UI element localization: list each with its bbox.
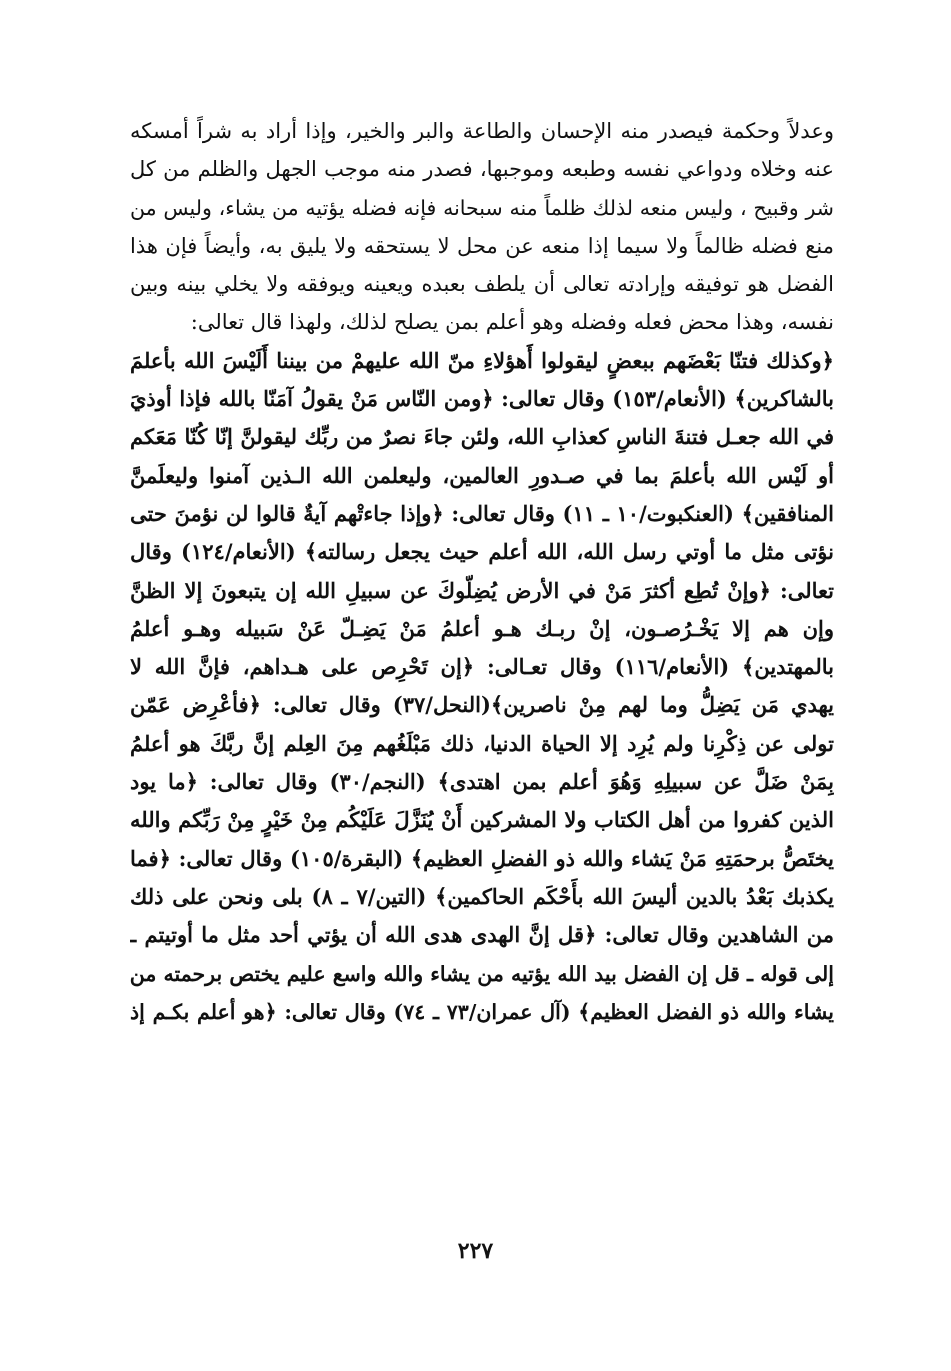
- text-line-17: تولى عن ذِكْرِنا ولم يُرِد إلا الحياة الدنيا، ذلك مَبْلَغُهم مِنَ العِلم إنَّ ربَّكَ هو أعلمُ: [130, 730, 834, 756]
- text-line-2: عنه وخلاه ودواعي نفسه وطبعه وموجبها، فصدر منه موجب الجهل والظلم من كل: [130, 157, 834, 182]
- text-line-23: إلى قوله ـ قل إن الفضل بيد الله يؤتيه من يشاء والله واسع عليم يختص برحمته من: [130, 961, 834, 986]
- page-number: ٢٢٧: [457, 1238, 494, 1264]
- text-line-14: وإن هم إلا يَخْـرُصـون، إنْ ربـك هـو أعلمُ مَنْ يَضِـلّ عَنْ سَبيله وهـو أعلمُ: [130, 615, 834, 641]
- text-line-13: تعالى: ﴿وإنْ تُطِع أكثرَ مَنْ في الأرض يُضِلّوكَ عن سبيلِ الله إن يتبعونَ إلا الظنَّ: [130, 577, 834, 603]
- body-text: [130, 112, 834, 1031]
- text-line-24: يشاء والله ذو الفضل العظيم﴾ (آل عمران/٧٣ ـ ٧٤) وقال تعالى: ﴿هو أعلم بكـم إذ: [130, 999, 834, 1024]
- text-line-16: يهدي مَن يَضِلُّ وما لهم مِنْ ناصرين﴾(النحل/٣٧) وقال تعالى: ﴿فأعْرِض عَمّن: [130, 692, 834, 718]
- text-line-5: الفضل هو توفيقه وإرادته تعالى أن يلطف بعبده ويعينه ويوفقه ولا يخلي بينه وبين: [130, 272, 834, 297]
- text-line-7: ﴿وكذلك فتنّا بَعْضَهم ببعضٍ ليقولوا أَهؤلاءِ منّ الله عليهمْ من بيننا أَلَيْسَ الله بأعلمَ: [130, 347, 834, 373]
- text-line-22: من الشاهدين وقال تعالى: ﴿قل إنَّ الهدى هدى الله أن يؤتي أحد مثل ما أوتيتم ـ: [130, 922, 834, 948]
- text-line-15: بالمهتدين﴾ (الأنعام/١١٦) وقال تعـالى: ﴿إن تَحْرِص على هـداهم، فإنَّ الله لا: [130, 654, 834, 680]
- text-line-18: بِمَنْ ضَلَّ عن سبيلِهِ وَهُوَ أعلم بمن اهتدى﴾ (النجم/٣٠) وقال تعالى: ﴿ما يود: [130, 769, 834, 795]
- text-line-4: منع فضله ظالماً ولا سيما إذا منعه عن محل لا يستحقه ولا يليق به، وأيضاً فإن هذا: [130, 233, 834, 258]
- text-line-12: نؤتى مثل ما أوتي رسل الله، الله أعلم حيث يجعل رسالته﴾ (الأنعام/١٢٤) وقال: [130, 539, 834, 565]
- text-line-1: وعدلاً وحكمة فيصدر منه الإحسان والطاعة والبر والخير، وإذا أراد به شراً أمسكه: [130, 119, 834, 143]
- text-line-19: الذين كفروا من أهل الكتاب ولا المشركين أَنْ يُنَزَّلَ عَلَيْكُم مِنْ خَيْرٍ مِنْ رَبِّكم والله: [130, 807, 834, 833]
- text-line-20: يختَصُّ برحمَتِهِ مَنْ يَشاء والله ذو الفضلِ العظيم﴾ (البقرة/١٠٥) وقال تعالى: ﴿فما: [130, 845, 834, 871]
- text-line-8: بالشاكرين﴾ (الأنعام/١٥٣) وقال تعالى: ﴿ومن النّاس مَنْ يقولُ آمَنّا بالله فإذا أوذيَ: [130, 386, 834, 412]
- text-line-10: أو لَيْس الله بأعلمَ بما في صـدورِ العالمين، وليعلمن الله الـذين آمنوا وليعلَمنَّ: [130, 462, 834, 488]
- text-line-6: نفسه، وهذا محض فعله وفضله وهو أعلم بمن يصلح لذلك، ولهذا قال تعالى:: [190, 310, 834, 335]
- text-line-11: المنافقين﴾ (العنكبوت/١٠ ـ ١١) وقال تعالى: ﴿وإذا جاءتْهم آيةٌ قالوا لن نؤمنَ حتى: [130, 500, 834, 526]
- text-line-3: شر وقبيح ، وليس منعه لذلك ظلماً منه سبحانه فإنه فضله يؤتيه من يشاء، وليس من: [130, 195, 834, 220]
- text-line-21: يكذبك بَعْدُ بالدين أليسَ الله بأَحْكَم الحاكمين﴾ (التين/٧ ـ ٨) بلى ونحن على ذلك: [130, 883, 834, 909]
- text-line-9: في الله جعـل فتنةَ الناسِ كعذابِ الله، ولئن جاءَ نصرٌ من ربِّك ليقولنَّ إنّا كُنّا مَعَكم: [130, 424, 834, 450]
